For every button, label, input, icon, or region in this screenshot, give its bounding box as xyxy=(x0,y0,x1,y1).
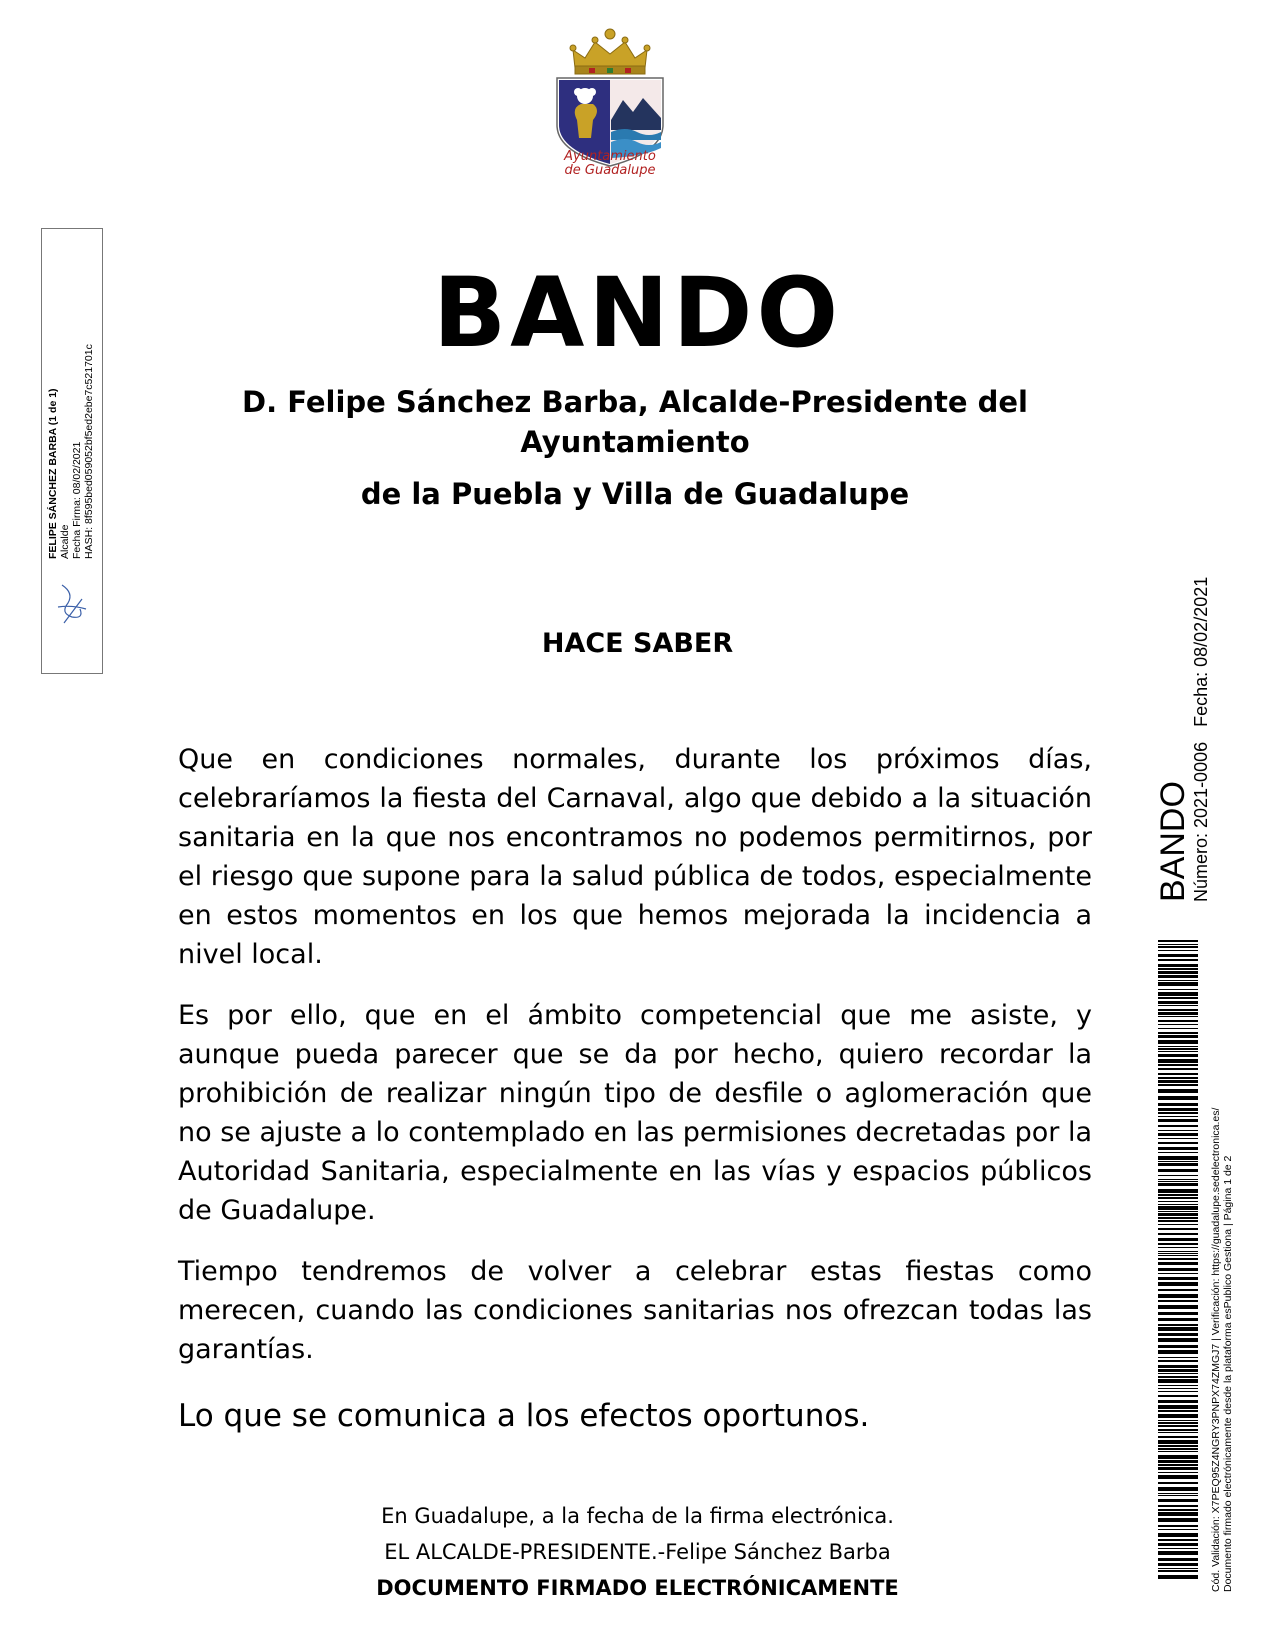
body-paragraph-3: Tiempo tendremos de volver a celebrar estas fiestas como merecen, cuando las condiciones sanitarias nos ofrezcan todas las garantías. xyxy=(178,1256,1092,1365)
document-title: BANDO xyxy=(432,257,843,369)
margin-number: Número: 2021-0006 xyxy=(1191,741,1211,902)
footer-place-date: En Guadalupe, a la fecha de la firma electrónica. xyxy=(381,1504,894,1528)
signer-role: Alcalde xyxy=(59,524,71,559)
footer-signer: EL ALCALDE-PRESIDENTE.-Felipe Sánchez Barba xyxy=(384,1540,891,1564)
municipal-logo xyxy=(545,20,675,200)
margin-meta xyxy=(1190,577,1212,902)
signature-stamp xyxy=(41,228,103,674)
margin-validation: Cód. Validación: X7PEQ95Z4NGRY3PNPX74ZMGJ7 | Verificación: https://guadalupe.sedelectronica.es/ xyxy=(1210,1107,1222,1592)
closing-statement: Lo que se comunica a los efectos oportunos. xyxy=(178,1398,870,1434)
subtitle-line2: Ayuntamiento xyxy=(520,425,750,459)
handwritten-signature-icon xyxy=(54,579,90,629)
signature-stamp-text xyxy=(47,344,95,559)
signer-name: FELIPE SÁNCHEZ BARBA (1 de 1) xyxy=(47,388,59,559)
logo-text-line2: de Guadalupe xyxy=(564,163,656,178)
body-paragraph-1: Que en condiciones normales, durante los próximos días, celebraríamos la fiesta del Carnaval, algo que debido a la situación sanitaria en la que nos encontramos no podemos permitirnos, por el riesgo que supone para la salud pública de todos, especialmente en estos momentos en los que hemos mejorada la incidencia a nivel local. xyxy=(178,744,1092,970)
margin-validation-block xyxy=(1210,1108,1234,1592)
body-paragraph-2: Es por ello, que en el ámbito competencial que me asiste, y aunque pueda parecer que se da por hecho, quiero recordar la prohibición de realizar ningún tipo de desfile o aglomeración que no se ajuste a lo contemplado en las permisiones decretadas por la Autoridad Sanitaria, especialmente en las vías y espacios públicos de Guadalupe. xyxy=(178,1000,1092,1226)
subtitle-line1: D. Felipe Sánchez Barba, Alcalde-Presidente del xyxy=(242,385,1028,419)
margin-date: Fecha: 08/02/2021 xyxy=(1191,576,1211,727)
margin-platform: Documento firmado electrónicamente desde la plataforma esPublico Gestiona | Página 1 de 2 xyxy=(1222,1155,1234,1592)
coat-of-arms-icon xyxy=(545,20,675,170)
signature-date: Fecha Firma: 08/02/2021 xyxy=(71,441,83,559)
section-heading: HACE SABER xyxy=(541,628,734,659)
logo-text-line1: Ayuntamiento xyxy=(564,149,656,164)
signature-hash: HASH: 8f595bed059052bf5ed2ebe7c521701c xyxy=(83,344,95,559)
margin-doc-type: BANDO xyxy=(1154,781,1192,902)
barcode-icon xyxy=(1158,940,1198,1580)
footer-signed-notice: DOCUMENTO FIRMADO ELECTRÓNICAMENTE xyxy=(376,1576,899,1600)
subtitle-line3: de la Puebla y Villa de Guadalupe xyxy=(360,477,910,511)
